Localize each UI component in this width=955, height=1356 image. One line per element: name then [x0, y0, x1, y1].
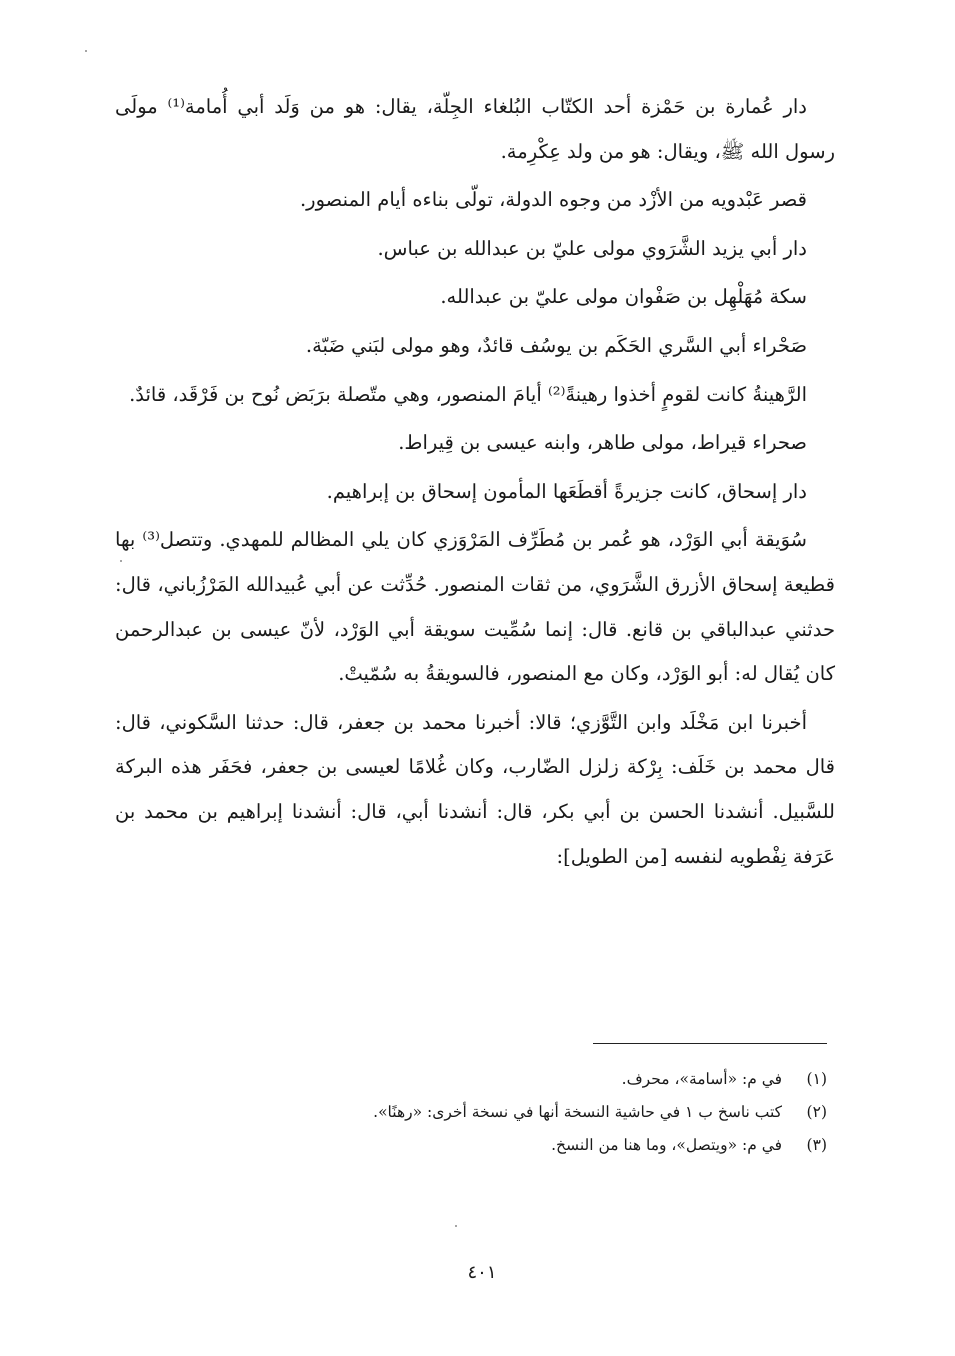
paragraph-akhbarana-ibn-makhlad: أخبرنا ابن مَخْلَد وابن التَّوَّزي؛ قالا: أخبرنا محمد بن جعفر، قال: حدثنا السَّكوني، قال: قال محمد بن خَلَف: بِرْكة زلزل الضّارب، وكان غُلامًا لعيسى بن جعفر، فحَفَر هذه البركة للسَّبيل. أنشدنا الحسن بن أبي بكر، قال: أنشدنا أبي، قال: أنشدنا إبراهيم بن محمد بن عَرَفة نِفْطويه لنفسه [من الطويل]:: [115, 710, 835, 868]
paragraph-dar-umara: دار عُمارة بن حَمْزة أحد الكتّاب البُلغاء الجِلّة، يقال: هو من وَلَد أبي أُمامة⁽¹⁾ مولَى رسول الله ﷺ، ويقال: هو من ولد عِكْرِمة.: [115, 95, 835, 163]
paragraph-qasr-abdawayh: قصر عَبْدويه من الأزْد من وجوه الدولة، تولّى بناءه أيام المنصور.: [299, 188, 807, 212]
scan-speck: [455, 1225, 457, 1227]
paragraph-dar-ishaq: دار إسحاق، كانت جزيرةً أقطَعَها المأمون إسحاق بن إبراهيم.: [326, 479, 807, 503]
footnote-number: (٣): [806, 1136, 827, 1154]
page-number: ٤٠١: [467, 1262, 497, 1283]
main-text: [115, 85, 835, 883]
footnotes: [207, 1063, 827, 1162]
footnote-number: (١): [806, 1070, 827, 1088]
paragraph-al-rahina: الرَّهينةُ كانت لقومٍ أخذوا رهينةً⁽²⁾ أيامَ المنصور، وهي متّصلة برَبَض نُوح بن فَرْقَد، قائدٌ.: [129, 382, 807, 406]
paragraph-sahra-qirat: صحراء قيراط، مولى طاهر، وابنه عيسى بن قِيراط.: [398, 431, 807, 455]
scan-speck: [85, 50, 87, 52]
scan-speck: [120, 560, 122, 562]
footnote-text: كتب ناسخ ب ١ في حاشية النسخة أنها في نسخة أخرى: «رهنًا».: [373, 1103, 783, 1121]
footnote-text: في م: «أسامة»، محرف.: [621, 1070, 783, 1088]
paragraph-sahra-abi-alsari: صَحْراء أبي السَّري الحَكَم بن يوسُف قائدٌ، وهو مولى لبَني ضَبّة.: [305, 333, 807, 357]
footnote-3: [207, 1129, 827, 1162]
footnote-divider: [593, 1043, 827, 1044]
footnote-number: (٢): [806, 1103, 827, 1121]
footnote-text: في م: «ويتصل»، وما هنا من النسخ.: [551, 1136, 783, 1154]
paragraph-suwayqat-abi-alward: سُوَيقة أبي الوَرْد، هو عُمر بن مُطَرِّف المَرْوَزي كان يلي المظالم للمهدي. وتتصل⁽³⁾ بها قطيعة إسحاق الأزرق الشَّرَوي، من ثقات المنصور. حُدِّثت عن أبي عُبيدالله المَرْزُباني، قال: حدثني عبدالباقي بن قانع. قال: إنما سُمِّيت سويقة أبي الوَرْد، لأنّ عيسى بن عبدالرحمن كان يُقال له: أبو الوَرْد، وكان مع المنصور، فالسويقةُ به سُمّيتْ.: [115, 528, 835, 686]
footnote-2: [207, 1096, 827, 1129]
paragraph-dar-abi-yazid: دار أبي يزيد الشَّرَوي مولى عليّ بن عبدالله بن عباس.: [377, 236, 807, 260]
paragraph-sikkat-muhalhil: سكة مُهَلْهِل بن صَفْوان مولى عليّ بن عبدالله.: [440, 285, 807, 309]
footnote-1: [207, 1063, 827, 1096]
